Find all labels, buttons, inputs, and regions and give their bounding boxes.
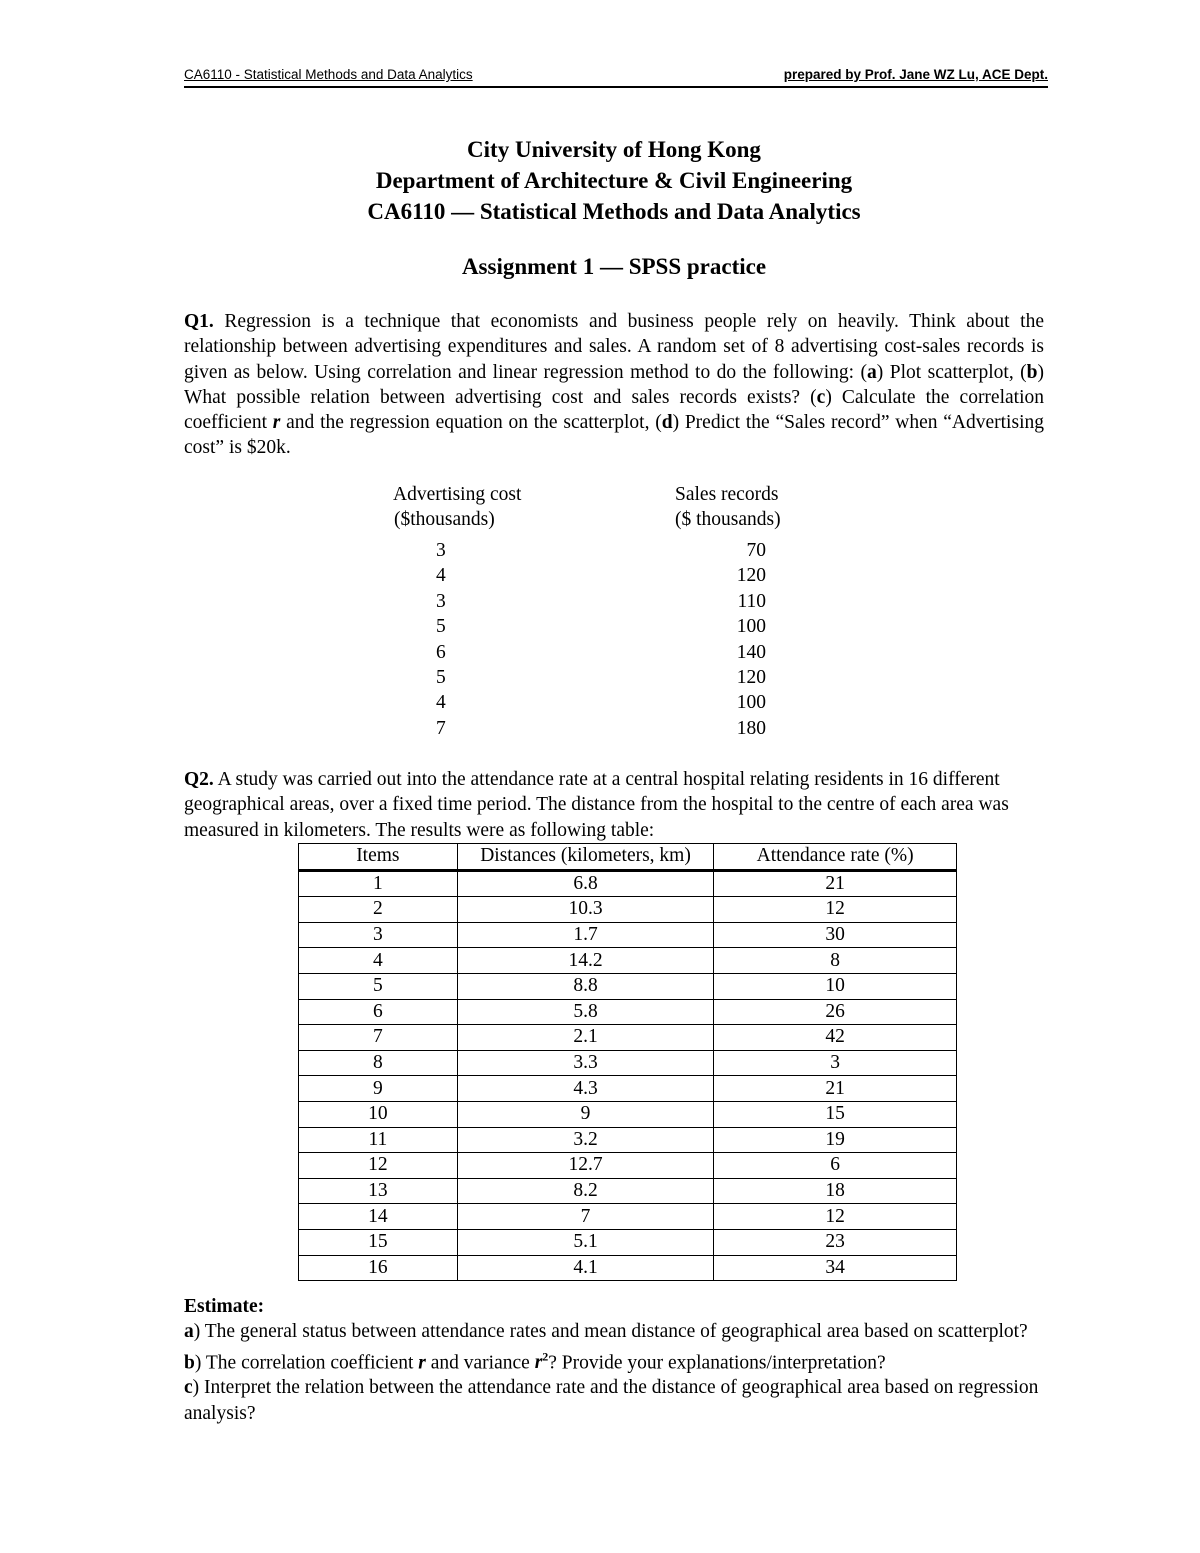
estimate-text: ) The correlation coefficient: [194, 1352, 419, 1374]
item-cell: 7: [299, 1025, 458, 1051]
item-cell: 14: [299, 1204, 458, 1230]
q1-text: Regression is a technique that economists and business people rely on heavily. Think about the relationship between advertising expenditures and sales. A random set of 8 advertising cost-sales records is given as below. Using correlation and linear regression method to do the following: (: [184, 311, 1044, 383]
attendance-cell: 19: [714, 1127, 957, 1153]
estimate-heading: Estimate:: [184, 1296, 265, 1317]
q1-text: ) Calculate the correlation coefficient: [184, 386, 1044, 434]
advertising-header-unit: ($thousands): [394, 509, 495, 531]
estimate-item-b: [184, 1345, 1044, 1376]
q1-text: ) What possible relation between advertising cost and sales records exists? (: [184, 361, 1044, 408]
q1-label: Q1.: [184, 311, 214, 332]
estimate-text: ? Provide your explanations/interpretation?: [548, 1352, 886, 1374]
sales-value: 100: [736, 616, 766, 638]
q1-part-b: b: [1026, 361, 1038, 383]
advertising-header-line: Advertising cost: [393, 484, 522, 505]
table-row: [299, 1025, 957, 1051]
page-header: [184, 66, 1048, 88]
distance-cell: 5.1: [457, 1229, 714, 1255]
university-title: City University of Hong Kong: [467, 137, 761, 162]
estimate-label-c: c: [184, 1377, 193, 1399]
item-cell: 6: [299, 999, 458, 1025]
item-cell: 15: [299, 1229, 458, 1255]
distance-cell: 7: [457, 1204, 714, 1230]
department-title: Department of Architecture & Civil Engineering: [375, 168, 853, 193]
attendance-cell: 18: [714, 1178, 957, 1204]
attendance-cell: 10: [714, 973, 957, 999]
table-row: [299, 1255, 957, 1281]
sales-value: 70: [746, 540, 766, 561]
sales-value: 110: [737, 590, 766, 612]
item-cell: 16: [299, 1255, 458, 1281]
item-cell: 1: [299, 870, 458, 897]
advertising-value: 3: [436, 590, 446, 612]
item-cell: 4: [299, 948, 458, 974]
attendance-cell: 15: [714, 1101, 957, 1127]
table-row: [299, 999, 957, 1025]
attendance-cell: 23: [714, 1229, 957, 1255]
column-header: Distances (kilometers, km): [457, 844, 714, 871]
attendance-cell: 42: [714, 1025, 957, 1051]
item-cell: 13: [299, 1178, 458, 1204]
estimate-r2-symbol: r: [534, 1352, 543, 1374]
estimate-label-b: b: [184, 1352, 195, 1374]
course-title: CA6110 — Statistical Methods and Data Analytics: [367, 199, 861, 224]
sales-value: 120: [736, 667, 766, 689]
distance-cell: 3.2: [457, 1127, 714, 1153]
estimate-section: [184, 1294, 1044, 1426]
table-row: [299, 1127, 957, 1153]
table-row: [299, 897, 957, 923]
q1-part-c: c: [816, 386, 826, 408]
q1-text: ) Predict the “Sales record” when “Advertising cost” is $20k.: [184, 412, 1044, 459]
advertising-values: [436, 538, 446, 741]
distance-cell: 1.7: [457, 922, 714, 948]
sales-value: 100: [736, 692, 766, 714]
item-cell: 3: [299, 922, 458, 948]
q2-paragraph: [184, 767, 1044, 843]
advertising-header: [393, 482, 521, 533]
table-row: [299, 1101, 957, 1127]
q1-r-symbol: r: [272, 412, 281, 434]
item-cell: 11: [299, 1127, 458, 1153]
attendance-cell: 12: [714, 1204, 957, 1230]
sales-values: [700, 538, 766, 741]
attendance-cell: 8: [714, 948, 957, 974]
distance-cell: 6.8: [457, 870, 714, 897]
distance-cell: 9: [457, 1101, 714, 1127]
title-block: [0, 134, 1200, 227]
sales-header-line: Sales records: [675, 484, 779, 505]
assignment-title: Assignment 1 — SPSS practice: [461, 254, 767, 279]
sales-header-unit: ($ thousands): [675, 509, 781, 531]
attendance-cell: 34: [714, 1255, 957, 1281]
distance-cell: 4.3: [457, 1076, 714, 1102]
q2-label: Q2.: [184, 769, 214, 790]
estimate-label-a: a: [184, 1321, 194, 1343]
q2-text: A study was carried out into the attendance rate at a central hospital relating residents in 16 different geographical areas, over a fixed time period. The distance from the hospital to the centre of each area was measured in kilometers. The results were as following table:: [184, 769, 1009, 841]
table-row: [299, 1178, 957, 1204]
estimate-text: and variance: [425, 1352, 535, 1374]
distance-cell: 4.1: [457, 1255, 714, 1281]
distance-attendance-table: [298, 843, 957, 1281]
item-cell: 10: [299, 1101, 458, 1127]
estimate-text: ) Interpret the relation between the attendance rate and the distance of geographical area based on regression analysis?: [184, 1377, 1039, 1424]
q1-part-d: d: [661, 412, 673, 434]
item-cell: 2: [299, 897, 458, 923]
advertising-value: 4: [436, 692, 446, 714]
advertising-value: 4: [436, 565, 446, 587]
item-cell: 12: [299, 1153, 458, 1179]
distance-cell: 12.7: [457, 1153, 714, 1179]
table-row: [299, 1229, 957, 1255]
table-row: [299, 948, 957, 974]
sales-value: 120: [736, 565, 766, 587]
estimate-r-symbol: r: [418, 1352, 426, 1374]
distance-cell: 8.2: [457, 1178, 714, 1204]
attendance-cell: 21: [714, 1076, 957, 1102]
sales-value: 180: [736, 717, 766, 739]
q1-text: ) Plot scatterplot, (: [876, 361, 1027, 383]
distance-cell: 14.2: [457, 948, 714, 974]
item-cell: 9: [299, 1076, 458, 1102]
distance-cell: 5.8: [457, 999, 714, 1025]
attendance-cell: 21: [714, 870, 957, 897]
item-cell: 5: [299, 973, 458, 999]
attendance-cell: 12: [714, 897, 957, 923]
q1-paragraph: [184, 309, 1044, 461]
advertising-value: 5: [436, 667, 446, 689]
attendance-cell: 30: [714, 922, 957, 948]
table-row: [299, 1050, 957, 1076]
attendance-cell: 26: [714, 999, 957, 1025]
advertising-value: 6: [436, 641, 446, 663]
advertising-value: 7: [436, 717, 446, 739]
attendance-cell: 6: [714, 1153, 957, 1179]
header-course: CA6110 - Statistical Methods and Data Analytics: [184, 67, 473, 82]
estimate-text: ) The general status between attendance rates and mean distance of geographical area based on scatterplot?: [193, 1321, 1028, 1343]
estimate-superscript: 2: [542, 1349, 549, 1364]
header-author: prepared by Prof. Jane WZ Lu, ACE Dept.: [783, 67, 1048, 82]
table-row: [299, 1076, 957, 1102]
table-row: [299, 1153, 957, 1179]
item-cell: 8: [299, 1050, 458, 1076]
distance-cell: 3.3: [457, 1050, 714, 1076]
estimate-item-a: [184, 1319, 1044, 1344]
q1-text: and the regression equation on the scatterplot, (: [280, 412, 662, 434]
column-header: Items: [299, 844, 458, 871]
table-header-row: [299, 844, 957, 871]
sales-header: [675, 482, 781, 533]
estimate-item-c: [184, 1375, 1044, 1426]
distance-cell: 8.8: [457, 973, 714, 999]
column-header: Attendance rate (%): [714, 844, 957, 871]
table-row: [299, 1204, 957, 1230]
q1-part-a: a: [867, 361, 877, 383]
advertising-value: 3: [436, 540, 446, 561]
table-row: [299, 870, 957, 897]
advertising-value: 5: [436, 616, 446, 638]
distance-cell: 10.3: [457, 897, 714, 923]
table-row: [299, 973, 957, 999]
table-row: [299, 922, 957, 948]
distance-cell: 2.1: [457, 1025, 714, 1051]
sales-value: 140: [736, 641, 766, 663]
attendance-cell: 3: [714, 1050, 957, 1076]
